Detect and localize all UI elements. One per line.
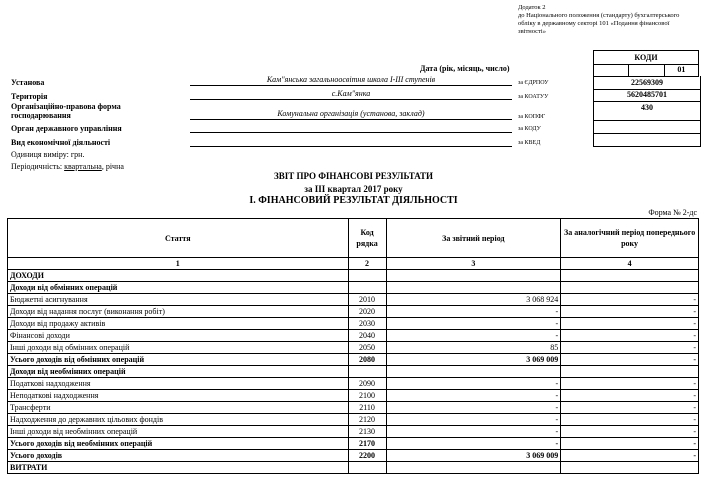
cell-current: 3 069 009 <box>386 354 561 366</box>
periodicity-prefix: Періодичність: <box>11 162 65 171</box>
gov-body-value <box>190 122 512 133</box>
cell-code: 2110 <box>348 402 386 414</box>
cell-current: - <box>386 318 561 330</box>
activity-value <box>190 136 512 147</box>
table-row <box>8 318 699 330</box>
cell-item: Інші доходи від необмінних операцій <box>8 426 349 438</box>
table-row <box>8 354 699 366</box>
cell-previous: - <box>561 342 699 354</box>
institution-label: Установа <box>11 78 45 87</box>
cell-item: ВИТРАТИ <box>8 462 349 474</box>
activity-label: Вид економічної діяльності <box>11 138 111 147</box>
cell-current: 3 068 924 <box>386 294 561 306</box>
table-row <box>8 450 699 462</box>
cell-item: ДОХОДИ <box>8 270 349 282</box>
cell-item: Фінансові доходи <box>8 330 349 342</box>
annex-note: Додаток 2 до Національного положення (стандарту) бухгалтерського обліку в державному секторі 101 «Подання фінансової звітності» <box>518 4 680 35</box>
cell-item: Надходження до державних цільових фондів <box>8 414 349 426</box>
table-row <box>8 330 699 342</box>
cell-code <box>348 462 386 474</box>
cell-code: 2050 <box>348 342 386 354</box>
header-item: Стаття <box>8 219 349 258</box>
activity-code <box>593 133 701 147</box>
cell-current: - <box>386 438 561 450</box>
table-row <box>8 438 699 450</box>
cell-item: Податкові надходження <box>8 378 349 390</box>
cell-previous: - <box>561 426 699 438</box>
results-table <box>7 218 699 474</box>
cell-code: 2170 <box>348 438 386 450</box>
cell-previous: - <box>561 402 699 414</box>
cell-item: Доходи від продажу активів <box>8 318 349 330</box>
territory-label: Територія <box>11 92 48 101</box>
header-code: Код рядка <box>348 219 386 258</box>
header-previous: За аналогічний період попереднього року <box>561 219 699 258</box>
unit-label: Одиниця виміру: грн. <box>11 150 85 159</box>
cell-current: - <box>386 330 561 342</box>
cell-previous: - <box>561 306 699 318</box>
cell-code: 2030 <box>348 318 386 330</box>
cell-item: Інші доходи від обмінних операцій <box>8 342 349 354</box>
cell-code: 2010 <box>348 294 386 306</box>
cell-code <box>348 282 386 294</box>
table-header-row <box>8 219 699 258</box>
header-current: За звітний період <box>386 219 561 258</box>
table-row <box>8 378 699 390</box>
cell-current <box>386 462 561 474</box>
cell-previous <box>561 282 699 294</box>
cell-item: Доходи від обмінних операцій <box>8 282 349 294</box>
cell-previous: - <box>561 390 699 402</box>
cell-code: 2100 <box>348 390 386 402</box>
periodicity-value: квартальна <box>64 162 102 171</box>
cell-previous: - <box>561 330 699 342</box>
form-label: Форма № 2-дс <box>648 208 697 217</box>
cell-previous: - <box>561 318 699 330</box>
cell-current: - <box>386 306 561 318</box>
cell-previous <box>561 366 699 378</box>
cell-item: Усього доходів від необмінних операцій <box>8 438 349 450</box>
institution-code-label: за ЄДРПОУ <box>518 80 549 86</box>
cell-previous: - <box>561 378 699 390</box>
cell-previous: - <box>561 414 699 426</box>
cell-item: Бюджетні асигнування <box>8 294 349 306</box>
gov-body-label: Орган державного управління <box>11 124 122 133</box>
cell-current <box>386 366 561 378</box>
activity-code-label: за КВЕД <box>518 140 541 146</box>
legal-form-code: 430 <box>593 101 701 121</box>
cell-item: Усього доходів <box>8 450 349 462</box>
col-num-4: 4 <box>561 258 699 270</box>
cell-previous: - <box>561 294 699 306</box>
cell-item: Доходи від надання послуг (виконання робіт) <box>8 306 349 318</box>
institution-code: 22569309 <box>593 76 701 90</box>
cell-code <box>348 366 386 378</box>
cell-current: - <box>386 390 561 402</box>
legal-form-value: Комунальна організація (установа, заклад) <box>190 109 512 120</box>
cell-code: 2020 <box>348 306 386 318</box>
cell-current: - <box>386 414 561 426</box>
cell-code: 2080 <box>348 354 386 366</box>
col-num-1: 1 <box>8 258 349 270</box>
date-label: Дата (рік, місяць, число) <box>420 64 510 73</box>
cell-current <box>386 270 561 282</box>
table-row <box>8 306 699 318</box>
territory-value: с.Кам"янка <box>190 89 512 100</box>
cell-code: 2200 <box>348 450 386 462</box>
cell-previous: - <box>561 354 699 366</box>
cell-current <box>386 282 561 294</box>
cell-item: Неподаткові надходження <box>8 390 349 402</box>
cell-previous: - <box>561 450 699 462</box>
table-row <box>8 294 699 306</box>
cell-code: 2040 <box>348 330 386 342</box>
column-numbers-row <box>8 258 699 270</box>
table-row <box>8 270 699 282</box>
institution-value: Кам"янська загальноосвітня школа I-III ступенів <box>190 75 512 86</box>
report-period: за III квартал 2017 року <box>304 184 403 194</box>
gov-body-code-label: за КОДУ <box>518 126 541 132</box>
periodicity-suffix: , річна <box>101 162 124 171</box>
cell-item: Усього доходів від обмінних операцій <box>8 354 349 366</box>
table-row <box>8 366 699 378</box>
cell-current: 3 069 009 <box>386 450 561 462</box>
legal-form-code-label: за КОПФГ <box>518 114 546 120</box>
table-row <box>8 426 699 438</box>
gov-body-code <box>593 120 701 134</box>
legal-form-label: Організаційно-правова форма господарювання <box>11 102 121 120</box>
cell-current: - <box>386 426 561 438</box>
table-row <box>8 414 699 426</box>
cell-code: 2090 <box>348 378 386 390</box>
col-num-2: 2 <box>348 258 386 270</box>
table-row <box>8 342 699 354</box>
territory-code-label: за КОАТУУ <box>518 94 549 100</box>
table-row <box>8 402 699 414</box>
date-cell-day: 01 <box>665 64 699 77</box>
codes-box <box>593 50 699 65</box>
cell-item: Доходи від необмінних операцій <box>8 366 349 378</box>
cell-current: - <box>386 378 561 390</box>
cell-current: - <box>386 402 561 414</box>
cell-previous: - <box>561 438 699 450</box>
col-num-3: 3 <box>386 258 561 270</box>
cell-code: 2130 <box>348 426 386 438</box>
cell-code <box>348 270 386 282</box>
territory-code: 5620485701 <box>593 89 701 102</box>
cell-previous <box>561 462 699 474</box>
report-title: ЗВІТ ПРО ФІНАНСОВІ РЕЗУЛЬТАТИ <box>274 171 433 181</box>
cell-previous <box>561 270 699 282</box>
cell-code: 2120 <box>348 414 386 426</box>
cell-item: Трансферти <box>8 402 349 414</box>
cell-current: 85 <box>386 342 561 354</box>
codes-header: КОДИ <box>593 50 699 65</box>
table-row <box>8 282 699 294</box>
table-row <box>8 390 699 402</box>
section-title: І. ФІНАНСОВИЙ РЕЗУЛЬТАТ ДІЯЛЬНОСТІ <box>249 195 458 206</box>
table-row <box>8 462 699 474</box>
